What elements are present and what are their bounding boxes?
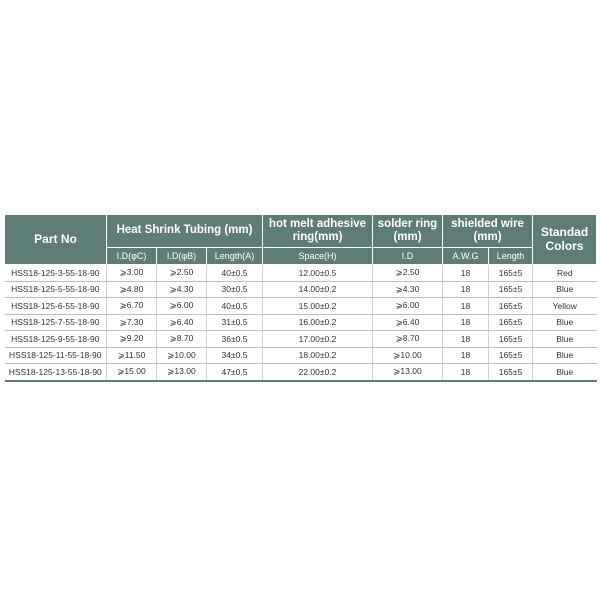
- subheader-awg: A.W.G: [443, 248, 489, 265]
- cell-part-no: HSS18-125-6-55-18-90: [5, 298, 107, 315]
- header-row-main: [5, 215, 597, 248]
- cell-solder-id: ⩾8.70: [373, 331, 443, 348]
- cell-part-no: HSS18-125-11-55-18-90: [5, 347, 107, 364]
- cell-awg: 18: [443, 347, 489, 364]
- cell-part-no: HSS18-125-13-55-18-90: [5, 364, 107, 381]
- subheader-wire-length: Length: [489, 248, 533, 265]
- spec-table: [4, 214, 597, 382]
- cell-id-c: ⩾6.70: [107, 298, 157, 315]
- cell-space-h: 16.00±0.2: [263, 314, 373, 331]
- spec-table-container: [4, 214, 596, 382]
- cell-part-no: HSS18-125-7-55-18-90: [5, 314, 107, 331]
- cell-awg: 18: [443, 298, 489, 315]
- cell-id-c: ⩾7.30: [107, 314, 157, 331]
- cell-length-a: 40±0.5: [207, 298, 263, 315]
- cell-length-a: 47±0.5: [207, 364, 263, 381]
- cell-id-c: ⩾4.80: [107, 281, 157, 298]
- cell-id-b: ⩾6.00: [157, 298, 207, 315]
- subheader-id-b: I.D(φB): [157, 248, 207, 265]
- table-row: [5, 298, 597, 315]
- cell-id-c: ⩾15.00: [107, 364, 157, 381]
- cell-awg: 18: [443, 314, 489, 331]
- table-row: [5, 347, 597, 364]
- cell-length-a: 34±0.5: [207, 347, 263, 364]
- cell-color: Blue: [533, 281, 597, 298]
- cell-awg: 18: [443, 364, 489, 381]
- cell-color: Blue: [533, 314, 597, 331]
- cell-id-b: ⩾4.30: [157, 281, 207, 298]
- cell-length-a: 36±0.5: [207, 331, 263, 348]
- cell-color: Blue: [533, 331, 597, 348]
- cell-solder-id: ⩾6.40: [373, 314, 443, 331]
- table-row: [5, 314, 597, 331]
- cell-id-b: ⩾2.50: [157, 265, 207, 282]
- cell-color: Blue: [533, 364, 597, 381]
- cell-space-h: 22.00±0.2: [263, 364, 373, 381]
- table-row: [5, 331, 597, 348]
- cell-solder-id: ⩾10.00: [373, 347, 443, 364]
- cell-solder-id: ⩾6.00: [373, 298, 443, 315]
- header-heat-shrink-tubing: Heat Shrink Tubing (mm): [107, 215, 263, 248]
- cell-space-h: 18.00±0.2: [263, 347, 373, 364]
- table-row: [5, 281, 597, 298]
- cell-awg: 18: [443, 265, 489, 282]
- cell-id-b: ⩾13.00: [157, 364, 207, 381]
- cell-length-a: 31±0.5: [207, 314, 263, 331]
- cell-space-h: 12.00±0.5: [263, 265, 373, 282]
- cell-color: Red: [533, 265, 597, 282]
- cell-wire-length: 165±5: [489, 298, 533, 315]
- cell-part-no: HSS18-125-5-55-18-90: [5, 281, 107, 298]
- subheader-solder-id: I.D: [373, 248, 443, 265]
- cell-color: Yellow: [533, 298, 597, 315]
- header-solder-ring: solder ring (mm): [373, 215, 443, 248]
- cell-length-a: 30±0.5: [207, 281, 263, 298]
- subheader-id-c: I.D(φC): [107, 248, 157, 265]
- cell-length-a: 40±0.5: [207, 265, 263, 282]
- cell-wire-length: 165±5: [489, 314, 533, 331]
- cell-id-c: ⩾11.50: [107, 347, 157, 364]
- cell-space-h: 14.00±0.2: [263, 281, 373, 298]
- cell-wire-length: 165±5: [489, 265, 533, 282]
- cell-awg: 18: [443, 281, 489, 298]
- cell-space-h: 15.00±0.2: [263, 298, 373, 315]
- cell-wire-length: 165±5: [489, 281, 533, 298]
- cell-id-b: ⩾10.00: [157, 347, 207, 364]
- subheader-length-a: Length(A): [207, 248, 263, 265]
- cell-solder-id: ⩾2.50: [373, 265, 443, 282]
- cell-wire-length: 165±5: [489, 331, 533, 348]
- subheader-space-h: Space(H): [263, 248, 373, 265]
- header-standard-colors: Standad Colors: [533, 215, 597, 265]
- cell-id-c: ⩾9.20: [107, 331, 157, 348]
- cell-id-b: ⩾8.70: [157, 331, 207, 348]
- cell-wire-length: 165±5: [489, 347, 533, 364]
- cell-id-c: ⩾3.00: [107, 265, 157, 282]
- cell-part-no: HSS18-125-3-55-18-90: [5, 265, 107, 282]
- cell-id-b: ⩾6.40: [157, 314, 207, 331]
- cell-solder-id: ⩾4.30: [373, 281, 443, 298]
- table-row: [5, 364, 597, 381]
- cell-solder-id: ⩾13.00: [373, 364, 443, 381]
- header-shielded-wire: shielded wire (mm): [443, 215, 533, 248]
- cell-part-no: HSS18-125-9-55-18-90: [5, 331, 107, 348]
- cell-awg: 18: [443, 331, 489, 348]
- cell-space-h: 17.00±0.2: [263, 331, 373, 348]
- header-hot-melt-ring: hot melt adhesive ring(mm): [263, 215, 373, 248]
- header-part-no: Part No: [5, 215, 107, 265]
- cell-color: Blue: [533, 347, 597, 364]
- cell-wire-length: 165±5: [489, 364, 533, 381]
- table-row: [5, 265, 597, 282]
